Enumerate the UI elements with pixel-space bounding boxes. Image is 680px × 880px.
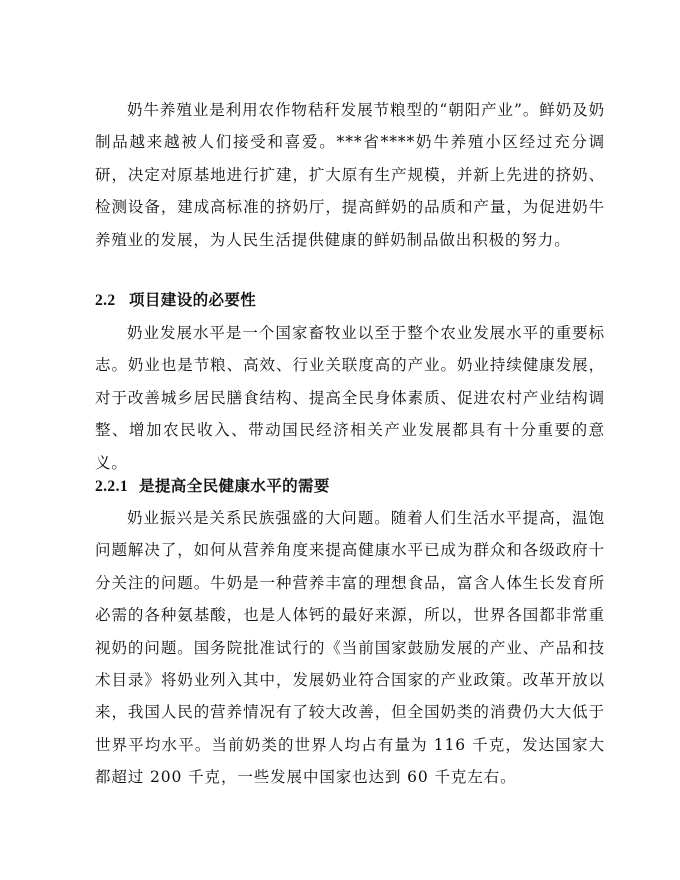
section-heading-2-2 (95, 288, 256, 313)
section-number: 2.2 (95, 292, 116, 309)
health-need-paragraph: 奶业振兴是关系民族强盛的大问题。随着人们生活水平提高，温饱问题解决了，如何从营养角度来提高健康水平已成为群众和各级政府十分关注的问题。牛奶是一种营养丰富的理想食品，富含人体生长发育所必需的各种氨基酸，也是人体钙的最好来源，所以，世界各国都非常重视奶的问题。国务院批准试行的《当前国家鼓励发展的产业、产品和技术目录》将奶业列入其中，发展奶业符合国家的产业政策。改革开放以来，我国人民的营养情况有了较大改善，但全国奶类的消费仍大大低于世界平均水平。当前奶类的世界人均占有量为 116 千克，发达国家大都超过 200 千克，一些发展中国家也达到 60 千克左右。 (95, 509, 605, 787)
subsection-title: 是提高全民健康水平的需要 (139, 476, 330, 495)
section-heading-2-2-1 (95, 474, 330, 499)
intro-paragraph: 奶牛养殖业是利用农作物秸秆发展节粮型的“朝阳产业”。鲜奶及奶制品越来越被人们接受和喜爱。***省****奶牛养殖小区经过充分调研，决定对原基地进行扩建，扩大原有生产规模，并新上先进的挤奶、检测设备，建成高标准的挤奶厅，提高鲜奶的品质和产量，为促进奶牛养殖业的发展，为人民生活提供健康的鲜奶制品做出积极的努力。 (95, 101, 605, 249)
section-title: 项目建设的必要性 (129, 290, 257, 309)
necessity-paragraph: 奶业发展水平是一个国家畜牧业以至于整个农业发展水平的重要标志。奶业也是节粮、高效、行业关联度高的产业。奶业持续健康发展，对于改善城乡居民膳食结构、提高全民身体素质、促进农村产业结构调整、增加农民收入、带动国民经济相关产业发展都具有十分重要的意义。 (95, 324, 605, 472)
subsection-number: 2.2.1 (95, 478, 128, 495)
